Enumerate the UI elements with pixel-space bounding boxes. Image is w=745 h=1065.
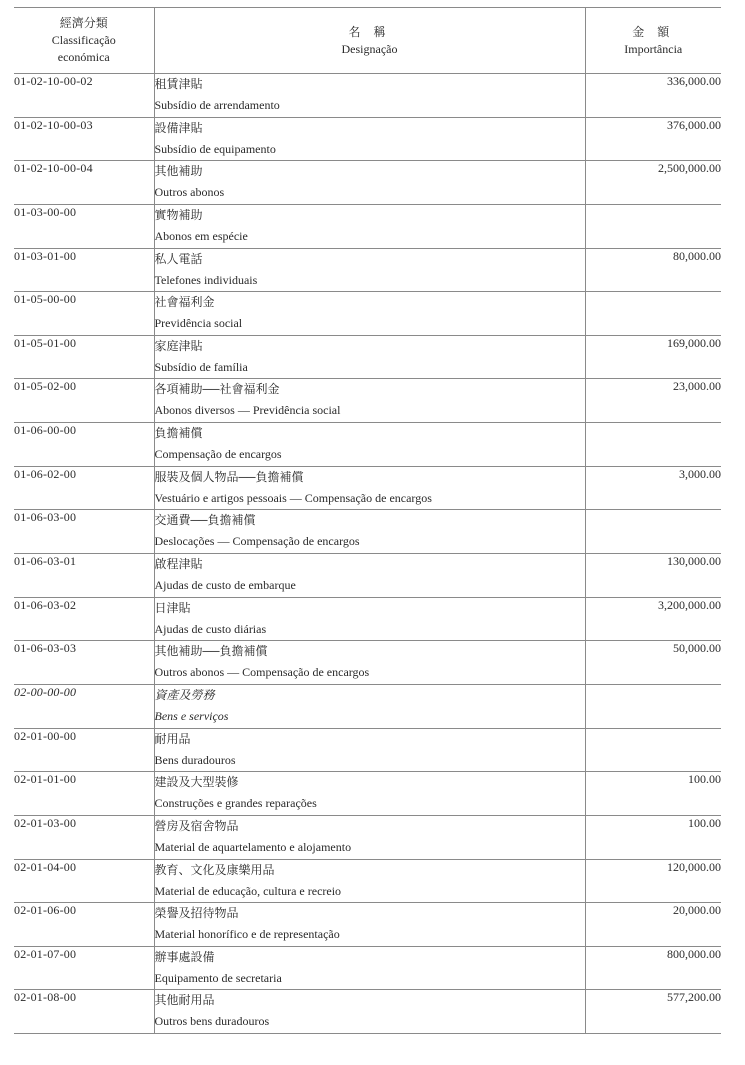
table-row (14, 117, 721, 161)
row-amount: 3,000.00 (585, 466, 721, 510)
table-row (14, 859, 721, 903)
row-code: 01-05-00-00 (14, 292, 154, 336)
row-designation-zh: 其他補助──負擔補償 (154, 644, 268, 659)
row-code: 02-01-03-00 (14, 815, 154, 859)
row-code: 01-06-00-00 (14, 423, 154, 467)
row-designation-zh: 榮譽及招待物品 (154, 906, 239, 921)
row-designation (154, 859, 585, 903)
row-code: 02-01-04-00 (14, 859, 154, 903)
row-designation-pt: Abonos em espécie (154, 228, 248, 243)
table-row (14, 684, 721, 728)
row-amount (585, 204, 721, 248)
row-designation-pt: Outros abonos — Compensação de encargos (154, 665, 370, 680)
table-row (14, 772, 721, 816)
row-amount: 336,000.00 (585, 74, 721, 118)
row-designation-zh: 負擔補償 (154, 426, 203, 441)
row-designation (154, 161, 585, 205)
header-amount (585, 8, 721, 74)
header-designation-zh: 名 稱 (348, 24, 391, 39)
header-amount-pt: Importância (624, 41, 683, 56)
row-designation (154, 597, 585, 641)
row-code: 01-06-03-02 (14, 597, 154, 641)
row-designation (154, 946, 585, 990)
row-designation (154, 74, 585, 118)
table-row (14, 248, 721, 292)
header-classification-pt-1: Classificação (51, 33, 116, 47)
row-designation-pt: Material de educação, cultura e recreio (154, 883, 342, 898)
table-row (14, 292, 721, 336)
row-designation-zh: 耐用品 (154, 731, 191, 746)
row-code: 02-01-07-00 (14, 946, 154, 990)
row-amount: 50,000.00 (585, 641, 721, 685)
table-row (14, 335, 721, 379)
scan-speck (734, 870, 737, 880)
header-amount-zh: 金 額 (632, 24, 675, 39)
row-amount (585, 510, 721, 554)
row-designation-pt: Deslocações — Compensação de encargos (154, 534, 360, 549)
header-classification (14, 8, 154, 74)
row-designation (154, 248, 585, 292)
row-code: 02-01-00-00 (14, 728, 154, 772)
row-code: 01-06-03-01 (14, 554, 154, 598)
row-amount: 120,000.00 (585, 859, 721, 903)
row-designation-zh: 社會福利金 (154, 295, 215, 310)
row-code: 01-03-01-00 (14, 248, 154, 292)
row-designation-pt: Construções e grandes reparações (154, 796, 317, 811)
row-amount: 100.00 (585, 772, 721, 816)
table-row (14, 554, 721, 598)
row-designation-zh: 啟程津貼 (154, 557, 203, 572)
header-designation (154, 8, 585, 74)
row-amount: 577,200.00 (585, 990, 721, 1034)
row-designation-pt: Material honorífico e de representação (154, 927, 340, 942)
header-classification-pt-2: económica (57, 50, 110, 64)
row-designation (154, 772, 585, 816)
row-designation (154, 728, 585, 772)
row-designation (154, 903, 585, 947)
row-amount: 130,000.00 (585, 554, 721, 598)
row-amount (585, 292, 721, 336)
row-amount (585, 684, 721, 728)
row-designation-zh: 租賃津貼 (154, 77, 203, 91)
row-designation-pt: Equipamento de secretaria (154, 970, 282, 985)
row-amount: 800,000.00 (585, 946, 721, 990)
row-code: 01-05-02-00 (14, 379, 154, 423)
row-designation (154, 815, 585, 859)
row-designation-pt: Compensação de encargos (154, 447, 282, 462)
row-designation-zh: 日津貼 (154, 600, 191, 615)
table-row (14, 990, 721, 1034)
row-designation (154, 684, 585, 728)
row-designation (154, 117, 585, 161)
row-designation-pt: Material de aquartelamento e alojamento (154, 839, 352, 854)
row-amount: 80,000.00 (585, 248, 721, 292)
row-code: 01-06-03-03 (14, 641, 154, 685)
table-row (14, 204, 721, 248)
row-designation-zh: 服裝及個人物品──負擔補償 (154, 469, 304, 484)
table-row (14, 510, 721, 554)
row-amount: 20,000.00 (585, 903, 721, 947)
row-designation (154, 379, 585, 423)
table-row (14, 161, 721, 205)
row-designation-zh: 交通費──負擔補償 (154, 513, 256, 528)
row-designation-pt: Subsídio de família (154, 359, 248, 374)
row-designation-pt: Bens duradouros (154, 752, 236, 767)
row-designation-pt: Outros bens duradouros (154, 1014, 270, 1029)
row-designation (154, 335, 585, 379)
row-code: 02-01-01-00 (14, 772, 154, 816)
row-designation-pt: Subsídio de arrendamento (154, 98, 280, 112)
header-classification-zh: 經濟分類 (59, 16, 108, 30)
table-header (14, 8, 721, 74)
row-amount: 3,200,000.00 (585, 597, 721, 641)
table-row (14, 946, 721, 990)
row-amount: 2,500,000.00 (585, 161, 721, 205)
row-designation (154, 510, 585, 554)
row-designation-pt: Outros abonos (154, 185, 225, 200)
header-designation-pt: Designação (341, 41, 398, 56)
table-row (14, 74, 721, 118)
row-designation (154, 204, 585, 248)
row-designation-zh: 其他耐用品 (154, 993, 215, 1008)
row-designation-pt: Bens e serviços (154, 708, 229, 723)
row-designation-zh: 家庭津貼 (154, 338, 203, 353)
row-designation-pt: Ajudas de custo diárias (154, 621, 267, 636)
row-amount (585, 423, 721, 467)
row-designation-zh: 建設及大型裝修 (154, 775, 239, 790)
row-code: 02-00-00-00 (14, 684, 154, 728)
row-designation (154, 990, 585, 1034)
budget-table (14, 7, 721, 1034)
row-designation-zh: 設備津貼 (154, 120, 203, 135)
row-designation-zh: 教育、文化及康樂用品 (154, 862, 275, 877)
row-code: 02-01-08-00 (14, 990, 154, 1034)
row-designation-pt: Vestuário e artigos pessoais — Compensação de encargos (154, 490, 432, 505)
row-designation-pt: Previdência social (154, 316, 243, 331)
row-designation-pt: Telefones individuais (154, 272, 258, 287)
row-designation-zh: 資產及勞務 (154, 687, 215, 702)
table-row (14, 903, 721, 947)
table-row (14, 597, 721, 641)
row-designation-zh: 辦事處設備 (154, 949, 215, 964)
row-designation-zh: 實物補助 (154, 207, 203, 222)
row-designation (154, 554, 585, 598)
table-row (14, 815, 721, 859)
row-designation-zh: 其他補助 (154, 164, 203, 179)
row-code: 01-06-03-00 (14, 510, 154, 554)
row-amount: 23,000.00 (585, 379, 721, 423)
row-code: 01-02-10-00-03 (14, 117, 154, 161)
table-row (14, 423, 721, 467)
table-row (14, 641, 721, 685)
row-designation (154, 466, 585, 510)
row-designation (154, 641, 585, 685)
row-code: 01-05-01-00 (14, 335, 154, 379)
row-designation (154, 423, 585, 467)
row-designation-pt: Subsídio de equipamento (154, 141, 276, 156)
table-row (14, 379, 721, 423)
row-code: 01-06-02-00 (14, 466, 154, 510)
row-code: 02-01-06-00 (14, 903, 154, 947)
row-designation-zh: 私人電話 (154, 251, 203, 266)
row-designation-zh: 營房及宿舍物品 (154, 818, 239, 833)
row-designation-pt: Ajudas de custo de embarque (154, 578, 296, 593)
row-amount: 376,000.00 (585, 117, 721, 161)
row-designation-pt: Abonos diversos — Previdência social (154, 403, 341, 418)
table-row (14, 466, 721, 510)
row-designation-zh: 各項補助──社會福利金 (154, 382, 280, 397)
table-row (14, 728, 721, 772)
row-code: 01-03-00-00 (14, 204, 154, 248)
row-code: 01-02-10-00-02 (14, 74, 154, 118)
header-row (14, 8, 721, 74)
row-amount: 100.00 (585, 815, 721, 859)
row-amount: 169,000.00 (585, 335, 721, 379)
row-code: 01-02-10-00-04 (14, 161, 154, 205)
table-body (14, 74, 721, 1034)
row-designation (154, 292, 585, 336)
row-amount (585, 728, 721, 772)
